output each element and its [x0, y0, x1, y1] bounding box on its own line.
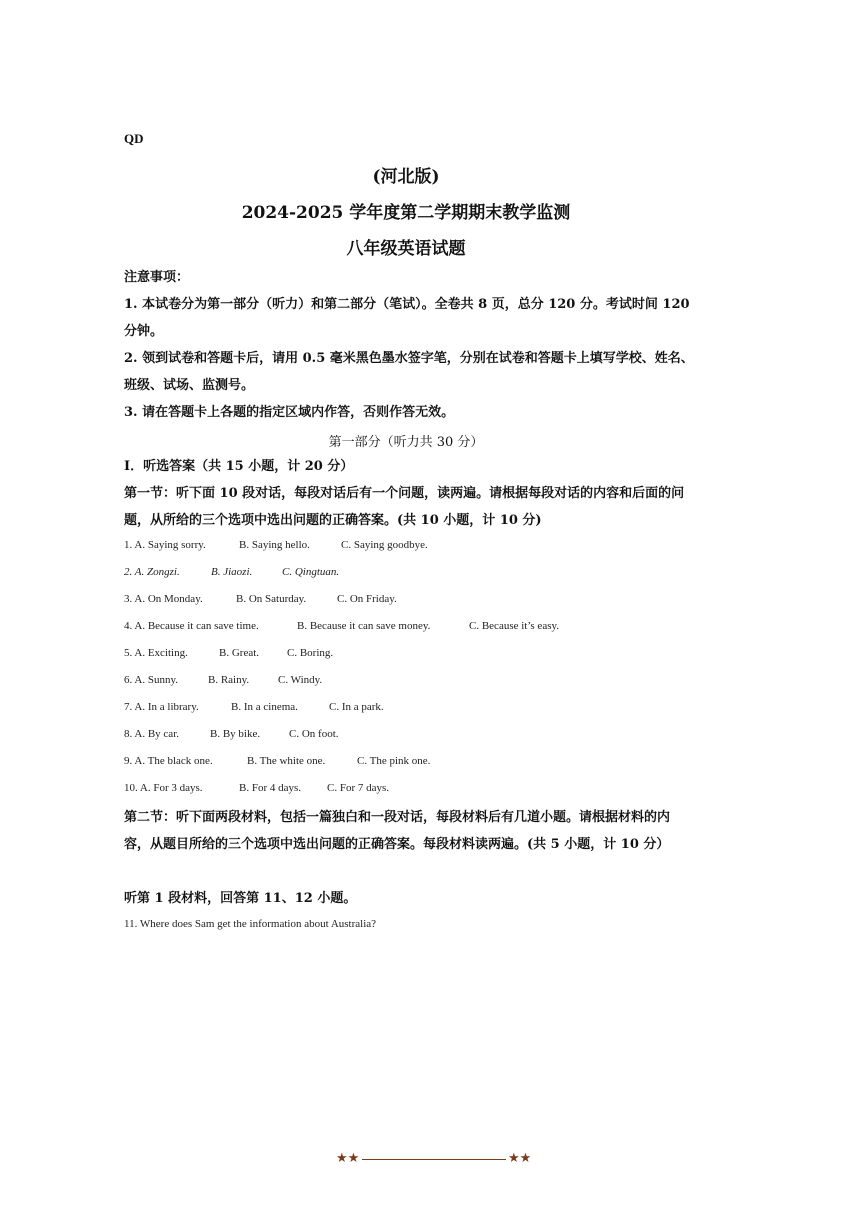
option-b: B. Saying hello. — [239, 539, 310, 551]
notes-heading: 注意事项： — [124, 270, 190, 285]
option-b: B. On Saturday. — [236, 593, 307, 605]
option-c: C. Saying goodbye. — [341, 539, 428, 551]
star-icon: ★★ — [336, 1151, 360, 1166]
option-c: C. Boring. — [287, 647, 334, 659]
option-a: 6. A. Sunny. — [124, 674, 178, 686]
subject-title: 八年级英语试题 — [346, 239, 466, 259]
option-a: 3. A. On Monday. — [124, 593, 203, 605]
option-b: B. Because it can save money. — [297, 620, 431, 632]
option-b: B. Great. — [219, 647, 260, 659]
notes-item-3: 3. 请在答题卡上各题的指定区域内作答，否则作答无效。 — [124, 405, 455, 420]
subsection2-instructions: 第二节：听下面两段材料，包括一篇独白和一段对话，每段材料后有几道小题。请根据材料的内容，从题目所给的三个选项中选出问题的正确答案。每段材料读两遍。(共 5 小题，计 10 分） — [124, 810, 671, 852]
part1-heading: 第一部分（听力共 30 分） — [328, 435, 484, 450]
option-c: C. For 7 days. — [327, 782, 390, 794]
option-a: 8. A. By car. — [124, 728, 179, 740]
option-a: 2. A. Zongzi. — [124, 566, 180, 578]
subsection1-instructions: 第一节：听下面 10 段对话，每段对话后有一个问题，读两遍。请根据每段对话的内容和后面的问题，从所给的三个选项中选出问题的正确答案。(共 10 小题，计 10 分) — [124, 486, 685, 528]
option-a: 7. A. In a library. — [124, 701, 199, 713]
edition-title: (河北版) — [372, 167, 440, 187]
star-icon: ★★ — [508, 1151, 532, 1166]
option-b: B. The white one. — [247, 755, 326, 767]
notes-item-1: 1. 本试卷分为第一部分（听力）和第二部分（笔试）。全卷共 8 页，总分 120 分。考试时间 120 分钟。 — [124, 297, 690, 339]
option-b: B. In a cinema. — [231, 701, 298, 713]
option-c: C. Because it’s easy. — [469, 620, 560, 632]
option-c: C. On foot. — [289, 728, 339, 740]
option-a: 1. A. Saying sorry. — [124, 539, 206, 551]
question-11: 11. Where does Sam get the information about Australia? — [124, 918, 377, 930]
footer-decoration — [336, 1151, 532, 1169]
option-c: C. On Friday. — [337, 593, 397, 605]
notes-item-2: 2. 领到试卷和答题卡后，请用 0.5 毫米黑色墨水签字笔，分别在试卷和答题卡上填写学校、姓名、班级、试场、监测号。 — [124, 351, 694, 393]
option-c: C. Windy. — [278, 674, 323, 686]
option-b: B. Rainy. — [208, 674, 250, 686]
material1-instruction: 听第 1 段材料，回答第 11、12 小题。 — [124, 891, 357, 906]
option-a: 10. A. For 3 days. — [124, 782, 203, 794]
option-c: C. The pink one. — [357, 755, 431, 767]
option-b: B. Jiaozi. — [211, 566, 253, 578]
option-a: 5. A. Exciting. — [124, 647, 188, 659]
divider-line — [362, 1159, 506, 1160]
option-a: 4. A. Because it can save time. — [124, 620, 259, 632]
option-c: C. Qingtuan. — [282, 566, 340, 578]
option-b: B. For 4 days. — [239, 782, 302, 794]
section1-title: I．听选答案（共 15 小题，计 20 分） — [124, 459, 354, 474]
exam-title: 2024-2025 学年度第二学期期末教学监测 — [241, 203, 571, 223]
option-b: B. By bike. — [210, 728, 261, 740]
paper-code: QD — [124, 131, 144, 146]
option-c: C. In a park. — [329, 701, 384, 713]
option-a: 9. A. The black one. — [124, 755, 213, 767]
